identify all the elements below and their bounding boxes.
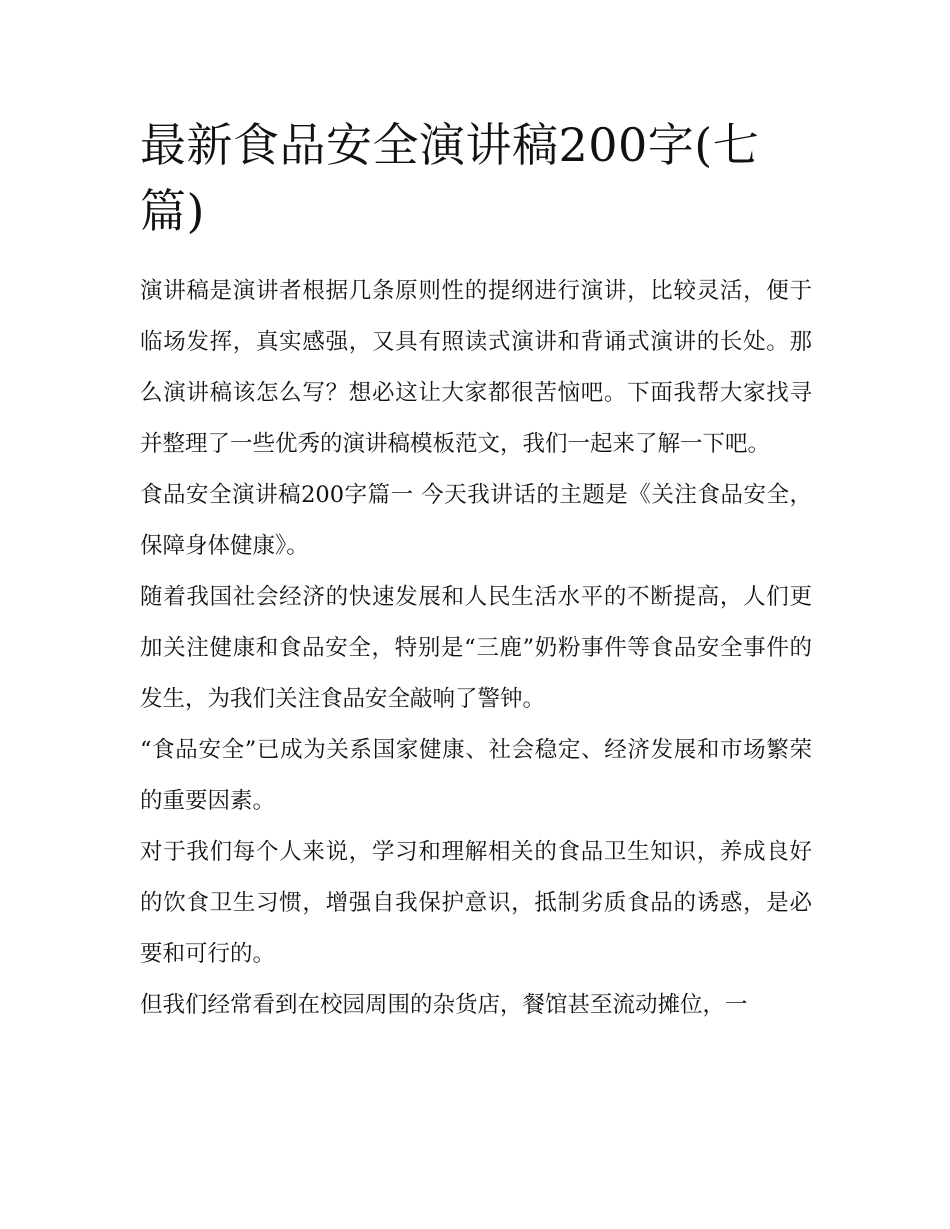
paragraph-campus-observation: 但我们经常看到在校园周围的杂货店，餐馆甚至流动摊位，一 (140, 992, 748, 1018)
document-body (140, 112, 812, 1031)
document-title: 最新食品安全演讲稿200字(七篇) (140, 118, 760, 238)
paragraph-intro: 演讲稿是演讲者根据几条原则性的提纲进行演讲，比较灵活，便于临场发挥，真实感强，又具有照读式演讲和背诵式演讲的长处。那么演讲稿该怎么写？想必这让大家都很苦恼吧。下面我帮大家找寻并整理了一些优秀的演讲稿模板范文，我们一起来了解一下吧。 (140, 278, 812, 457)
paragraph-food-safety-importance: “食品安全”已成为关系国家健康、社会稳定、经济发展和市场繁荣的重要因素。 (140, 737, 812, 814)
paragraph-social-development: 随着我国社会经济的快速发展和人民生活水平的不断提高，人们更加关注健康和食品安全，特别是“三鹿”奶粉事件等食品安全事件的发生，为我们关注食品安全敲响了警钟。 (140, 584, 812, 712)
paragraph-speech-one-topic: 食品安全演讲稿200字篇一 今天我讲话的主题是《关注食品安全，保障身体健康》。 (140, 482, 812, 559)
paragraph-personal-responsibility: 对于我们每个人来说，学习和理解相关的食品卫生知识，养成良好的饮食卫生习惯，增强自我保护意识，抵制劣质食品的诱惑，是必要和可行的。 (140, 839, 812, 967)
